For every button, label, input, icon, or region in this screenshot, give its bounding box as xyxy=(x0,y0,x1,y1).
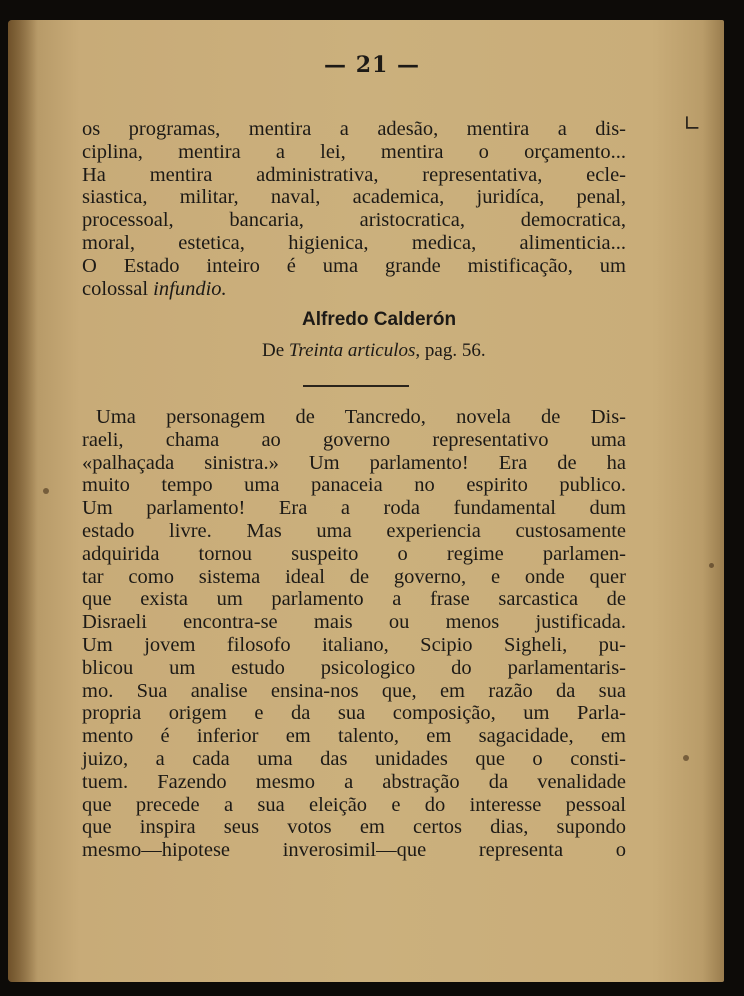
body-paragraph xyxy=(82,406,626,862)
epigraph-quote xyxy=(82,118,626,300)
body-line: mo. Sua analise ensina-nos que, em razão da sua xyxy=(82,679,626,702)
body-line: tar como sistema ideal de governo, e onde quer xyxy=(82,565,626,588)
body-line: raeli, chama ao governo representativo uma xyxy=(82,428,626,451)
body-line: que exista um parlamento a frase sarcastica de xyxy=(82,588,626,611)
body-line: adquirida tornou suspeito o regime parlamen- xyxy=(82,542,626,565)
page-edge-shadow xyxy=(8,20,38,982)
body-line: muito tempo uma panaceia no espirito publico. xyxy=(82,474,626,497)
quote-line: siastica, militar, naval, academica, juridíca, penal, xyxy=(82,186,626,209)
body-line: blicou um estudo psicologico do parlamentaris- xyxy=(82,656,626,679)
quote-line: moral, estetica, higienica, medica, alimenticia... xyxy=(82,231,626,254)
body-line: Um jovem filosofo italiano, Scipio Sigheli, pu- xyxy=(82,633,626,656)
quote-line: processoal, bancaria, aristocratica, democratica, xyxy=(82,209,626,232)
source-suffix: , pag. 56. xyxy=(415,340,486,361)
quote-signature: Alfredo Calderón xyxy=(302,309,457,330)
paper-spot xyxy=(683,755,689,761)
body-line: «palhaçada sinistra.» Um parlamento! Era de ha xyxy=(82,451,626,474)
section-divider xyxy=(303,385,409,387)
quote-source xyxy=(262,340,486,362)
body-line: Uma personagem de Tancredo, novela de Dis- xyxy=(96,406,626,428)
quote-line: os programas, mentira a adesão, mentira a dis- xyxy=(82,118,626,140)
source-title: Treinta articulos xyxy=(288,340,416,361)
body-line: que precede a sua eleição e do interesse pessoal xyxy=(82,793,626,816)
quote-line: ciplina, mentira a lei, mentira o orçamento... xyxy=(82,140,626,163)
margin-pencil-mark: ∟ xyxy=(683,112,702,137)
body-line: mesmo—hipotese inverosimil—que representa o xyxy=(82,839,626,862)
quote-last-prefix: colossal xyxy=(82,277,154,300)
body-line: Disraeli encontra-se mais ou menos justificada. xyxy=(82,611,626,634)
body-line: mento é inferior em talento, em sagacidade, em xyxy=(82,725,626,748)
quote-line: Ha mentira administrativa, representativa, ecle- xyxy=(82,163,626,186)
body-line: Um parlamento! Era a roda fundamental dum xyxy=(82,497,626,520)
body-line: estado livre. Mas uma experiencia custosamente xyxy=(82,519,626,542)
body-line: tuem. Fazendo mesmo a abstração da venalidade xyxy=(82,770,626,793)
source-prefix: De xyxy=(262,340,289,361)
paper-spot xyxy=(43,488,49,494)
quote-line: O Estado inteiro é uma grande mistificação, um xyxy=(82,254,626,277)
quote-last-italic: infundio. xyxy=(153,277,227,300)
page-number: — 21 — xyxy=(324,52,420,78)
body-line: juizo, a cada uma das unidades que o consti- xyxy=(82,747,626,770)
body-line: propria origem e da sua composição, um Parla- xyxy=(82,702,626,725)
body-line: que inspira seus votos em certos dias, supondo xyxy=(82,816,626,839)
paper-spot xyxy=(709,563,714,568)
quote-last-line xyxy=(82,278,626,301)
